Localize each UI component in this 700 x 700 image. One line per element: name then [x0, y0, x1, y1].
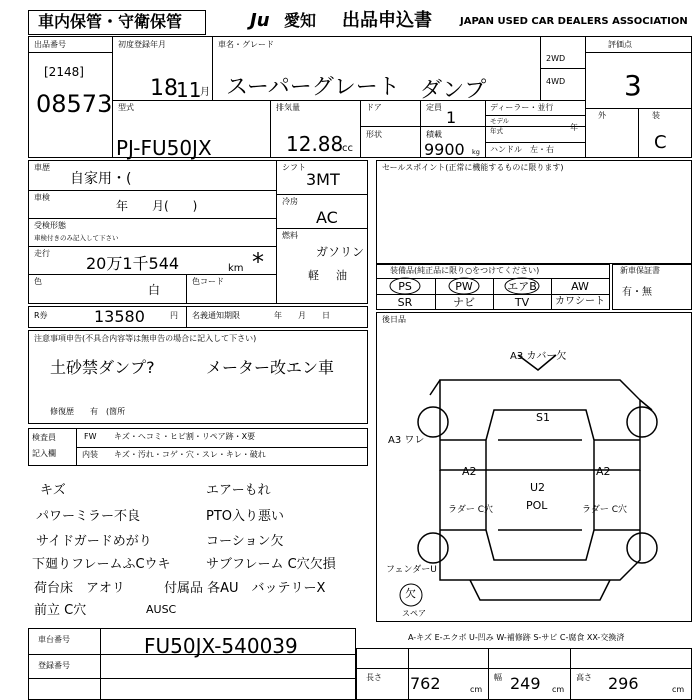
ju-logo: Ju	[250, 10, 270, 31]
diagram-spare-mark: 欠	[405, 587, 416, 600]
car-name: スーパーグレート	[226, 75, 400, 100]
legend: A-キズ E-エクボ U-凹み W-補修跡 S-サビ C-腐食 XX-交換済	[408, 633, 625, 642]
remark-8: PTO入り悪い	[206, 509, 285, 524]
km-unit: km	[228, 263, 244, 274]
wid-label: 幅	[494, 673, 502, 682]
remark-4: 下廻りフレームふCウキ	[32, 557, 171, 572]
equip-tv: TV	[514, 296, 530, 309]
fuel-value-3: 油	[336, 269, 347, 282]
lot-bracket: [2148]	[44, 65, 84, 79]
diagram-pol: POL	[526, 499, 548, 512]
exterior-label: 外	[598, 111, 606, 120]
tax-ymd: 年 月 日	[274, 311, 330, 320]
equip-ps: PS	[398, 280, 412, 293]
mileage-value: 20万1千544	[86, 254, 180, 273]
lot-number: 08573	[36, 90, 113, 118]
diagram-ladder-right: ラダー C穴	[582, 505, 628, 515]
diagram-spare-label: スペア	[402, 609, 426, 618]
diagram-fender: フェンダーU	[386, 565, 437, 575]
chassis-value: FU50JX-540039	[144, 634, 298, 658]
diagram-ladder-left: ラダー C穴	[448, 505, 494, 515]
year-unit: 年	[570, 123, 578, 132]
diagram-a2-left: A2	[462, 465, 477, 478]
remark-3: サイドガードめがり	[36, 534, 152, 549]
diagram-s1: S1	[536, 411, 550, 424]
hei-label: 高さ	[576, 673, 592, 682]
color-value: 白	[148, 283, 161, 297]
model-year-label: モデル	[490, 117, 510, 125]
mileage-mark: *	[252, 248, 264, 276]
shift-value: 3MT	[306, 170, 340, 189]
interior-label: 装	[652, 111, 660, 120]
cooler-value: AC	[316, 208, 338, 227]
entry-label: 記入欄	[32, 449, 56, 458]
name-label: 車名・グレード	[218, 40, 274, 49]
2wd-label: 2WD	[546, 54, 566, 63]
ext-damage-codes: キズ・ヘコミ・ヒビ割・リペア跡・X要	[114, 432, 256, 441]
car-name-2: ダンプ	[420, 78, 487, 103]
diagram-left-note: A3 ワレ	[388, 435, 425, 446]
mileage-label: 走行	[34, 249, 50, 258]
load-value: 9900	[424, 140, 465, 159]
r-label: R券	[34, 311, 48, 320]
inspector-label: 検査員	[32, 433, 56, 442]
org-name: 愛知	[284, 11, 317, 30]
r-amount: 13580	[94, 307, 145, 326]
handle-label: ハンドル 左・右	[490, 145, 554, 154]
model-label: 型式	[118, 103, 134, 112]
equip-seat: カワシート	[555, 296, 605, 307]
year-label: 年式	[490, 127, 503, 135]
reg-year: 18	[150, 76, 178, 101]
remark-10: サブフレーム C穴欠損	[206, 557, 336, 572]
rating-label: 評価点	[608, 40, 632, 49]
fw-label: FW	[84, 432, 97, 441]
inspect-ym: 年 月( )	[116, 199, 198, 213]
remark-9: コーション欠	[206, 534, 284, 549]
shift-label: シフト	[282, 163, 306, 172]
history-label: 車歴	[34, 163, 50, 172]
storage-label: 車内保管・守衛保管	[38, 12, 183, 31]
color-label: 色	[34, 277, 42, 286]
first-reg-label: 初度登録年月	[118, 40, 166, 49]
color-code-label: 色コード	[192, 277, 224, 286]
reg-month: 11	[176, 78, 202, 102]
interior-value: C	[654, 132, 667, 153]
reg-number-label: 登録番号	[38, 661, 70, 670]
fuel-label: 燃料	[282, 231, 298, 240]
lot-label: 出品番号	[34, 40, 66, 49]
diagram-a2-right: A2	[596, 465, 611, 478]
diagram-top-note: A3 カバー欠	[510, 351, 567, 362]
hei-value: 296	[608, 674, 639, 693]
dealer-label: ディーラー・並行	[490, 103, 554, 112]
chassis-label: 車台番号	[38, 635, 70, 644]
int-damage-codes: キズ・汚れ・コゲ・穴・スレ・キレ・破れ	[114, 450, 266, 459]
history-value: 自家用・(	[70, 171, 132, 187]
tax-label: 名義通知期限	[192, 311, 240, 320]
cooler-label: 冷房	[282, 197, 298, 206]
after-label: 後日品	[382, 315, 406, 324]
capacity-label: 定員	[426, 103, 442, 112]
remark-6: 前立 C穴	[34, 603, 87, 618]
model-value: PJ-FU50JX	[116, 136, 212, 160]
capacity-value: 1	[446, 108, 457, 127]
load-label: 積載	[426, 130, 442, 139]
fuel-value-2: 軽	[308, 269, 319, 282]
r-yen: 円	[170, 311, 178, 320]
remark-7: エアーもれ	[206, 483, 271, 498]
displacement-value: 12.88	[286, 132, 344, 156]
hei-unit: cm	[672, 685, 685, 694]
remark-1: キズ	[40, 483, 66, 498]
equip-navi: ナビ	[453, 296, 475, 309]
len-label: 長さ	[366, 673, 382, 682]
naisou-label: 内装	[82, 450, 98, 459]
kg-unit: kg	[472, 148, 480, 156]
equip-sr: SR	[397, 296, 413, 309]
diagram-u2: U2	[530, 481, 546, 494]
note-2: メーター改エン車	[206, 358, 335, 377]
remark-2: パワーミラー不良	[36, 509, 141, 524]
remark-5: 荷台床 アオリ	[34, 581, 125, 596]
equip-aw: AW	[571, 280, 589, 293]
sales-box	[376, 160, 692, 264]
spare-circle	[396, 582, 426, 608]
receive-note: 車検付きのみ記入して下さい	[34, 234, 119, 242]
wid-value: 249	[510, 674, 541, 693]
note-1: 土砂禁ダンプ?	[50, 358, 155, 377]
remark-12: AUSC	[146, 603, 177, 616]
equip-airbag: エアB	[507, 280, 537, 293]
inspect-label: 車検	[34, 193, 50, 202]
wid-unit: cm	[552, 685, 565, 694]
warranty-options: 有・無	[622, 287, 652, 298]
sales-label: セールスポイント(正常に機能するものに限ります)	[382, 163, 564, 172]
equip-pw: PW	[455, 280, 473, 293]
len-unit: cm	[470, 685, 483, 694]
shape-label: 形状	[366, 130, 382, 139]
fuel-value: ガソリン	[316, 245, 365, 259]
remark-11: 付属品 各AU バッテリーX	[164, 581, 326, 596]
rating-value: 3	[624, 69, 642, 102]
displacement-label: 排気量	[276, 103, 300, 112]
reg-month-unit: 月	[200, 87, 210, 98]
4wd-label: 4WD	[546, 77, 566, 86]
receive-label: 受検形態	[34, 221, 66, 230]
door-label: ドア	[366, 103, 382, 112]
cc-unit: cc	[342, 143, 353, 154]
notes-label: 注意事項申告(不具合内容等は無申告の場合に記入して下さい)	[34, 334, 257, 343]
warranty-label: 新車保証書	[620, 266, 660, 275]
equipment-label: 装備品(純正品に限り○をつけてください)	[390, 266, 540, 275]
len-value: 762	[410, 674, 441, 693]
repair-label: 修復歴 有 (箇所	[50, 407, 126, 416]
assoc-name: JAPAN USED CAR DEALERS ASSOCIATION	[460, 16, 688, 27]
form-title: 出品申込書	[342, 10, 432, 31]
